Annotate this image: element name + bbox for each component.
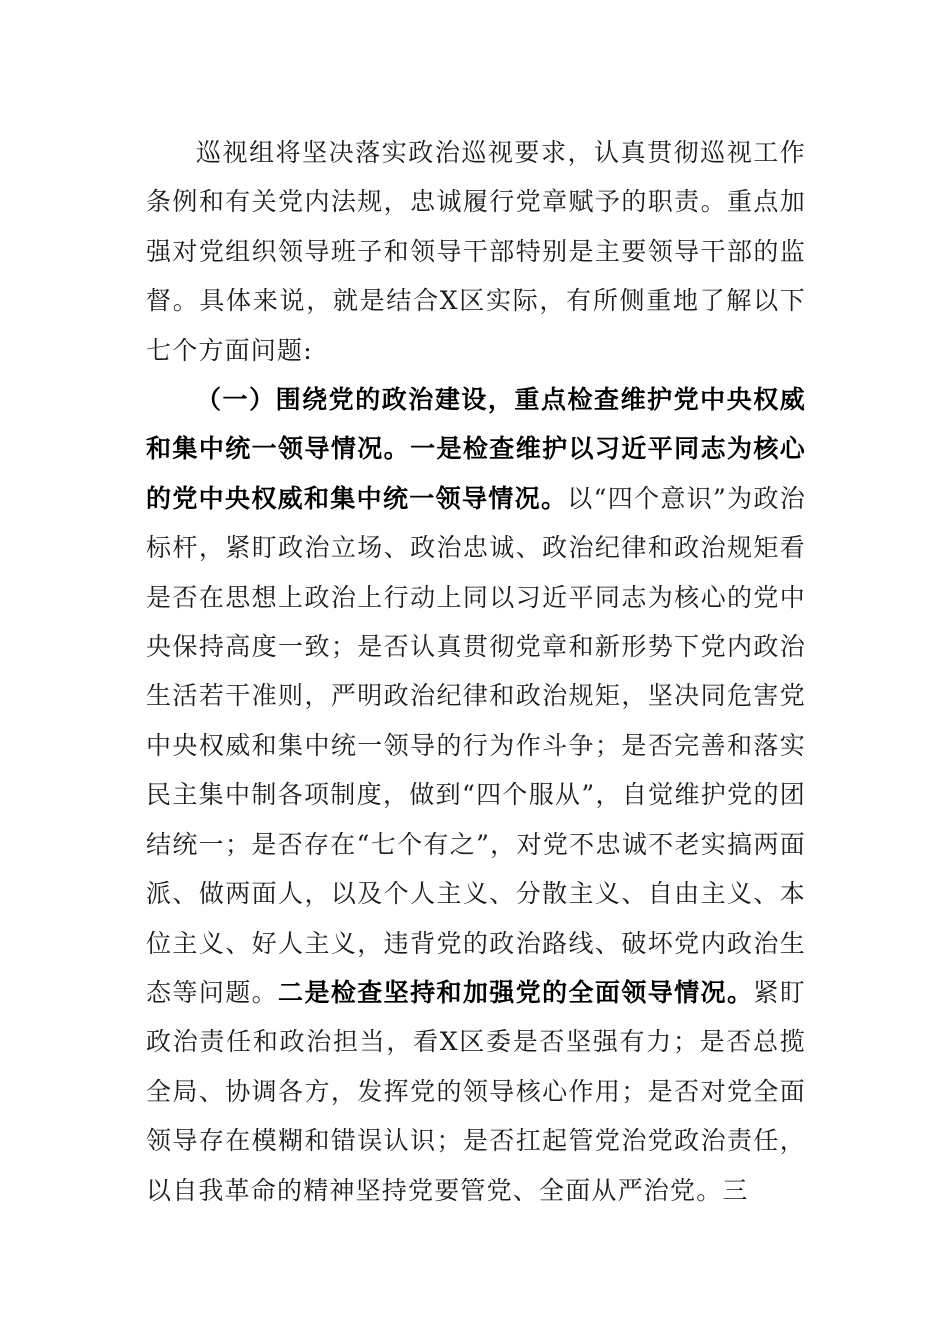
section-one-body-two: 紧盯政治责任和政治担当，看X区委是否坚强有力；是否总揽全局、协调各方，发挥党的领导核心作用；是否对党全面领导存在模糊和错误认识；是否扛起管党治党政治责任，以自我革命的精神坚持党要管党、全面从严治党。三 xyxy=(146,977,806,1205)
intro-paragraph xyxy=(146,128,806,375)
intro-text: 巡视组将坚决落实政治巡视要求，认真贯彻巡视工作条例和有关党内法规，忠诚履行党章赋予的职责。重点加强对党组织领导班子和领导干部特别是主要领导干部的监督。具体来说，就是结合X区实际，有所侧重地了解以下七个方面问题: xyxy=(146,138,806,365)
section-one-subheading-two: 二是检查坚持和加强党的全面领导情况。 xyxy=(278,977,754,1007)
section-one-body: 以“四个意识”为政治标杆，紧盯政治立场、政治忠诚、政治纪律和政治规矩看是否在思想上政治上行动上同以习近平同志为核心的党中央保持高度一致；是否认真贯彻党章和新形势下党内政治生活若干准则，严明政治纪律和政治规矩，坚决同危害党中央权威和集中统一领导的行为作斗争；是否完善和落实民主集中制各项制度，做到“四个服从”，自觉维护党的团结统一；是否存在“七个有之”，对党不忠诚不老实搞两面派、做两面人，以及个人主义、分散主义、自由主义、本位主义、好人主义，违背党的政治路线、破坏党内政治生态等问题。 xyxy=(146,483,807,1007)
section-one-paragraph xyxy=(146,375,806,1215)
section-one-heading: （一）围绕党的政治建设，重点检查维护党中央权威和集中统一领导情况。一是检查维护以习近平同志为核心的党中央权威和集中统一领导情况。 xyxy=(146,385,806,513)
document-body xyxy=(146,128,806,1215)
